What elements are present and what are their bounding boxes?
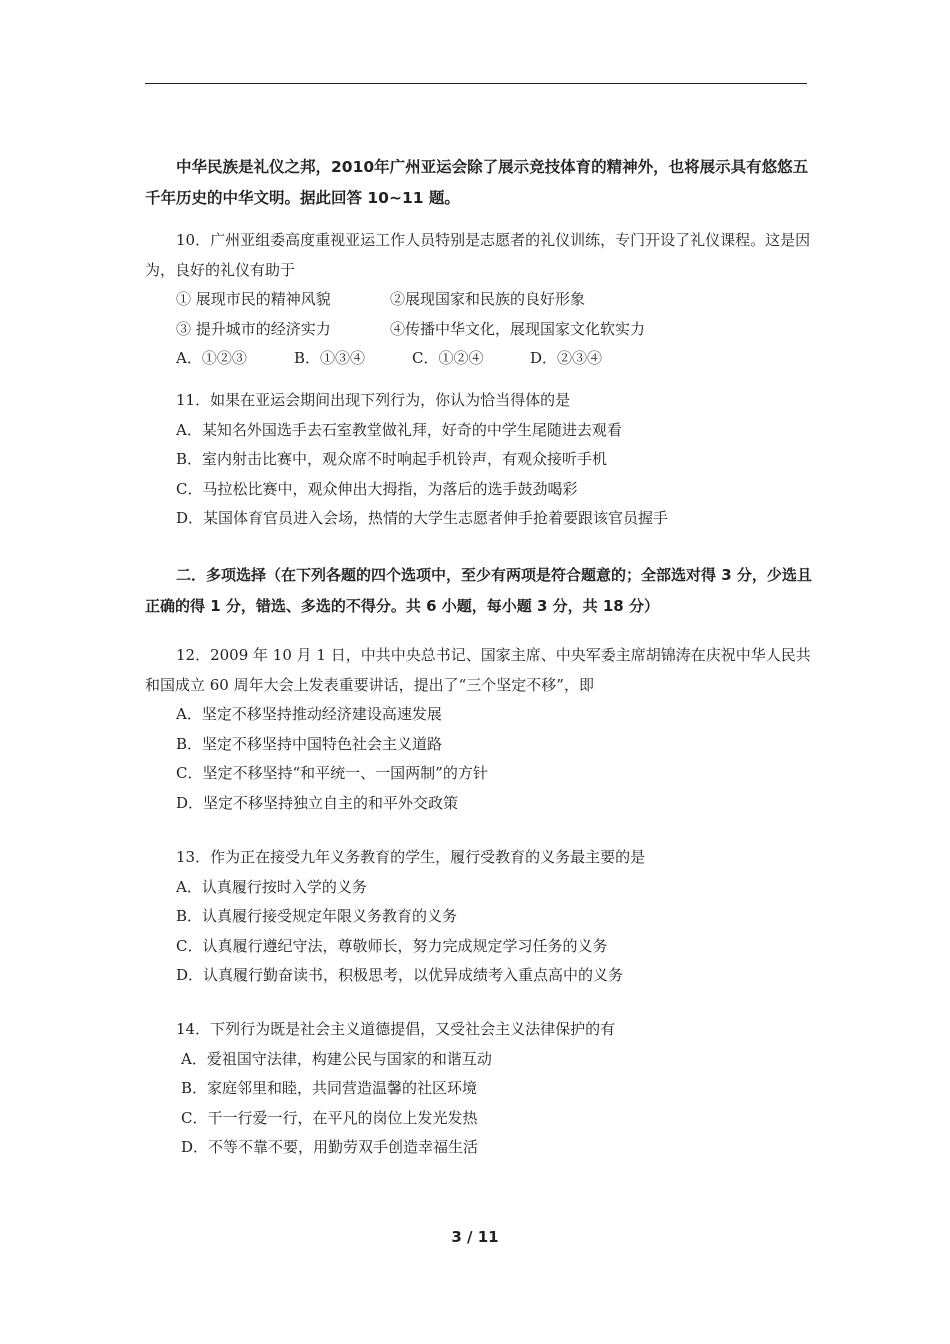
question-10-choice-b: B．①③④ [294, 349, 366, 368]
question-14-option-a: A．爱祖国守法律，构建公民与国家的和谐互动 [181, 1049, 492, 1068]
question-11-option-b: B．室内射击比赛中，观众席不时响起手机铃声，有观众接听手机 [176, 450, 608, 469]
question-10-items-row-2 [145, 315, 815, 345]
question-10-item-1: ① 展现市民的精神风貌 [176, 290, 331, 309]
question-12-option-d: D．坚定不移坚持独立自主的和平外交政策 [176, 793, 459, 812]
question-12-option-a: A．坚定不移坚持推动经济建设高速发展 [176, 705, 442, 724]
question-14-option-c: C．干一行爱一行，在平凡的岗位上发光发热 [181, 1108, 478, 1127]
question-10-choices [145, 344, 815, 374]
section-2-heading: 二．多项选择（在下列各题的四个选项中，至少有两项是符合题意的；全部选对得 3 分，少选且正确的得 1 分，错选、多选的不得分。共 6 小题，每小题 3 分，共 18 分） [145, 566, 812, 615]
question-11 [145, 386, 815, 534]
question-13 [145, 843, 815, 991]
question-13-option-a: A．认真履行按时入学的义务 [176, 877, 367, 896]
question-13-option-c: C．认真履行遵纪守法，尊敬师长，努力完成规定学习任务的义务 [176, 936, 608, 955]
question-10-item-3: ③ 提升城市的经济实力 [176, 319, 331, 338]
intro-paragraph: 中华民族是礼仪之邦，2010年广州亚运会除了展示竞技体育的精神外，也将展示具有悠悠五千年历史的中华文明。据此回答 10~11 题。 [145, 158, 809, 207]
page-number: 3 / 11 [451, 1228, 499, 1246]
question-11-option-a: A．某知名外国选手去石室教堂做礼拜，好奇的中学生尾随进去观看 [176, 420, 622, 439]
question-10-choice-a: A．①②③ [176, 349, 247, 368]
question-13-stem: 13．作为正在接受九年义务教育的学生，履行受教育的义务最主要的是 [176, 848, 646, 866]
question-12-stem: 12．2009 年 10 月 1 日，中共中央总书记、国家主席、中央军委主席胡锦涛在庆祝中华人民共和国成立 60 周年大会上发表重要讲话，提出了“三个坚定不移”，即 [145, 646, 811, 694]
question-12 [145, 641, 815, 819]
question-14-option-b: B．家庭邻里和睦，共同营造温馨的社区环境 [181, 1079, 478, 1098]
question-14-stem: 14．下列行为既是社会主义道德提倡，又受社会主义法律保护的有 [176, 1020, 616, 1038]
question-10-choice-d: D．②③④ [530, 349, 603, 368]
question-10-items-row-1 [145, 285, 815, 315]
header-rule [145, 83, 807, 84]
question-14 [145, 1015, 815, 1163]
question-11-option-d: D．某国体育官员进入会场，热情的大学生志愿者伸手抢着要跟该官员握手 [176, 509, 669, 528]
question-14-option-d: D．不等不靠不要，用勤劳双手创造幸福生活 [181, 1138, 479, 1157]
question-10-item-4: ④传播中华文化，展现国家文化软实力 [390, 319, 646, 338]
question-12-option-b: B．坚定不移坚持中国特色社会主义道路 [176, 734, 443, 753]
question-11-stem: 11．如果在亚运会期间出现下列行为，你认为恰当得体的是 [176, 391, 571, 409]
question-13-option-d: D．认真履行勤奋读书，积极思考，以优异成绩考入重点高中的义务 [176, 966, 624, 985]
question-12-option-c: C．坚定不移坚持“和平统一、一国两制”的方针 [176, 764, 488, 783]
question-10-choice-c: C．①②④ [412, 349, 484, 368]
question-11-option-c: C．马拉松比赛中，观众伸出大拇指，为落后的选手鼓劲喝彩 [176, 479, 578, 498]
question-10-item-2: ②展现国家和民族的良好形象 [390, 290, 586, 309]
question-10-stem: 10．广州亚组委高度重视亚运工作人员特别是志愿者的礼仪训练，专门开设了礼仪课程。这是因为，良好的礼仪有助于 [145, 231, 811, 279]
question-13-option-b: B．认真履行接受规定年限义务教育的义务 [176, 907, 458, 926]
question-10 [145, 226, 815, 374]
